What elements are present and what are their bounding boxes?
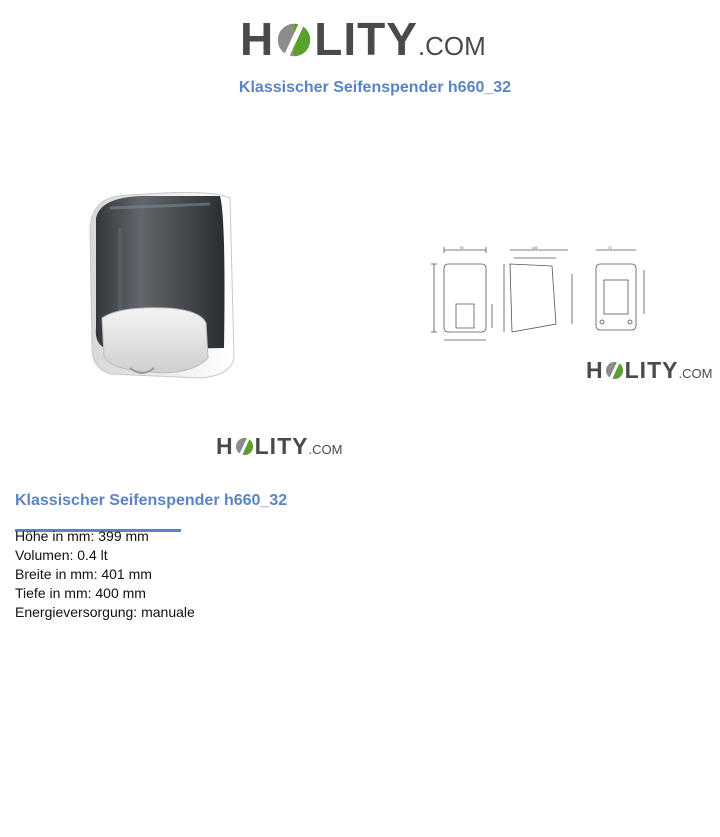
logo-letters-lity: LITY [254, 433, 309, 459]
product-title-header: Klassischer Seifenspender h660_32 [238, 79, 512, 96]
logo-o-icon [605, 359, 624, 378]
logo-domain: .COM [417, 31, 486, 61]
holity-logo-small-drawing [586, 357, 712, 384]
logo-o-icon [276, 15, 312, 51]
spec-label: Breite in mm [15, 566, 94, 582]
technical-drawing[interactable] [428, 244, 658, 346]
svg-text:145: 145 [532, 246, 538, 250]
spec-value: manuale [141, 604, 195, 620]
logo-domain: .COM [678, 366, 713, 381]
spec-label: Energieversorgung [15, 604, 134, 620]
holity-logo-small-photo [216, 433, 342, 460]
svg-text:90: 90 [460, 246, 464, 250]
spec-value: 0.4 lt [77, 547, 108, 563]
logo-letters-lity: LITY [624, 357, 679, 383]
spec-item-depth: Tiefe in mm: 400 mm [15, 585, 146, 601]
product-photo[interactable] [80, 188, 250, 388]
dimension-drawing-image [428, 244, 658, 346]
logo-o-icon [235, 435, 254, 454]
spec-label: Höhe in mm [15, 528, 91, 544]
spec-list [15, 527, 195, 622]
holity-logo[interactable] [240, 12, 486, 66]
spec-item-power: Energieversorgung: manuale [15, 604, 195, 620]
spec-item-height: Höhe in mm: 399 mm [15, 528, 149, 544]
spec-value: 399 mm [98, 528, 149, 544]
logo-letter-h: H [240, 13, 275, 65]
spec-label: Tiefe in mm [15, 585, 88, 601]
spec-value: 401 mm [101, 566, 152, 582]
spec-value: 400 mm [95, 585, 146, 601]
logo-letter-h: H [216, 433, 234, 459]
logo-letter-h: H [586, 357, 604, 383]
logo-domain: .COM [308, 442, 343, 457]
spec-item-width: Breite in mm: 401 mm [15, 566, 152, 582]
product-title-section: Klassischer Seifenspender h660_32 [15, 492, 288, 509]
logo-letters-lity: LITY [314, 13, 418, 65]
svg-text:70: 70 [608, 246, 612, 250]
spec-item-volume: Volumen: 0.4 lt [15, 547, 108, 563]
spec-label: Volumen [15, 547, 70, 563]
soap-dispenser-image [80, 188, 250, 388]
